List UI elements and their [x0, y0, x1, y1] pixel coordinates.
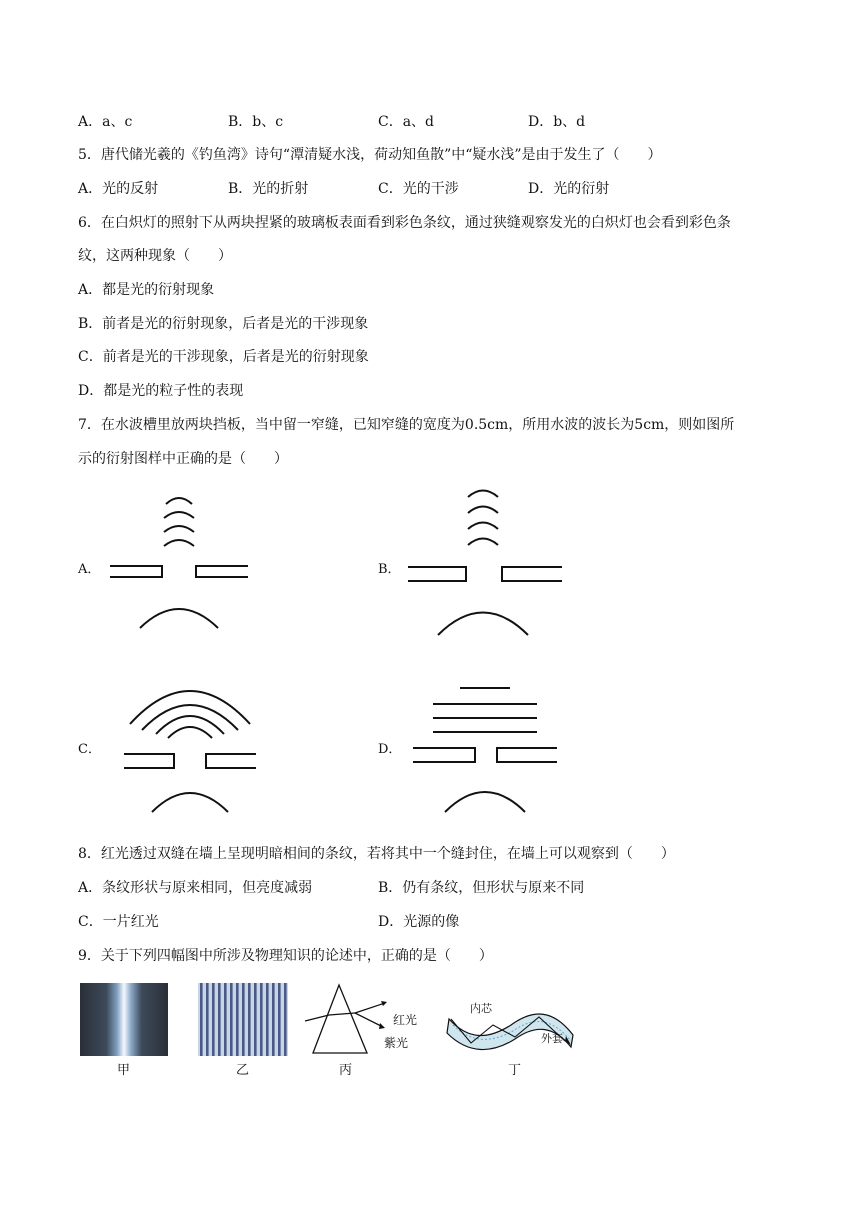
caption-bing: 丙 — [339, 1063, 353, 1078]
q5-option-a: A．光的反射 — [78, 181, 159, 197]
q7-figure-b-diagram — [400, 485, 570, 640]
prism-label-red: 红光 — [393, 1013, 418, 1027]
q7-stem-line2: 示的衍射图样中正确的是（ ） — [78, 451, 288, 467]
q4-option-c: C．a、d — [378, 114, 435, 130]
q5-option-d: D．光的衍射 — [528, 181, 610, 197]
q8-option-d: D．光源的像 — [378, 914, 460, 930]
q7-figure-a-diagram — [100, 490, 260, 635]
q6-option-a: A．都是光的衍射现象 — [78, 282, 215, 298]
q8-option-c: C．一片红光 — [78, 914, 159, 930]
q4-option-d: D．b、d — [528, 114, 586, 130]
q4-option-b: B．b、c — [228, 114, 284, 130]
q6-option-b: B．前者是光的衍射现象，后者是光的干涉现象 — [78, 316, 369, 332]
q7-figure-b-label: B． — [378, 562, 401, 577]
caption-jia: 甲 — [117, 1063, 131, 1078]
prism-label-violet: 紫光 — [384, 1036, 409, 1050]
q5-option-b: B．光的折射 — [228, 181, 309, 197]
q8-option-a: A．条纹形状与原来相同，但亮度减弱 — [78, 880, 313, 896]
q7-figure-c-label: C． — [78, 742, 101, 757]
caption-yi: 乙 — [236, 1063, 250, 1078]
q6-stem-line1: 6．在白炽灯的照射下从两块捏紧的玻璃板表面看到彩色条纹，通过狭缝观察发光的白炽灯也会看到彩色条 — [78, 215, 731, 231]
q5-option-c: C．光的干涉 — [378, 181, 459, 197]
optical-fiber-diagram — [445, 995, 585, 1055]
fiber-label-cladding: 外套 — [541, 1032, 563, 1045]
q8-option-b: B．仍有条纹，但形状与原来不同 — [378, 880, 585, 896]
q7-stem-line1: 7．在水波槽里放两块挡板，当中留一窄缝，已知窄缝的宽度为0.5cm，所用水波的波长为5cm，则如图所 — [78, 417, 735, 433]
fiber-label-core: 内芯 — [470, 1002, 492, 1015]
q6-option-d: D．都是光的粒子性的表现 — [78, 383, 244, 399]
caption-ding: 丁 — [508, 1063, 522, 1078]
prism-dispersion-diagram — [305, 983, 390, 1056]
q6-stem-line2: 纹，这两种现象（ ） — [78, 248, 232, 264]
q7-figure-d-diagram — [405, 676, 565, 818]
q9-stem: 9．关于下列四幅图中所涉及物理知识的论述中，正确的是（ ） — [78, 948, 493, 964]
q7-figure-d-label: D． — [378, 742, 402, 757]
q7-figure-a-label: A． — [78, 562, 101, 577]
q5-stem: 5．唐代储光羲的《钓鱼湾》诗句“潭清疑水浅，荷动知鱼散”中“疑水浅”是由于发生了（ ） — [78, 147, 662, 163]
q7-figure-c-diagram — [110, 676, 270, 818]
double-slit-fringes-photo — [198, 983, 288, 1056]
q6-option-c: C．前者是光的干涉现象，后者是光的衍射现象 — [78, 349, 369, 365]
q4-option-a: A．a、c — [78, 114, 133, 130]
single-slit-diffraction-photo — [80, 983, 168, 1056]
q8-stem: 8．红光透过双缝在墙上呈现明暗相间的条纹，若将其中一个缝封住，在墙上可以观察到（ ） — [78, 846, 675, 862]
